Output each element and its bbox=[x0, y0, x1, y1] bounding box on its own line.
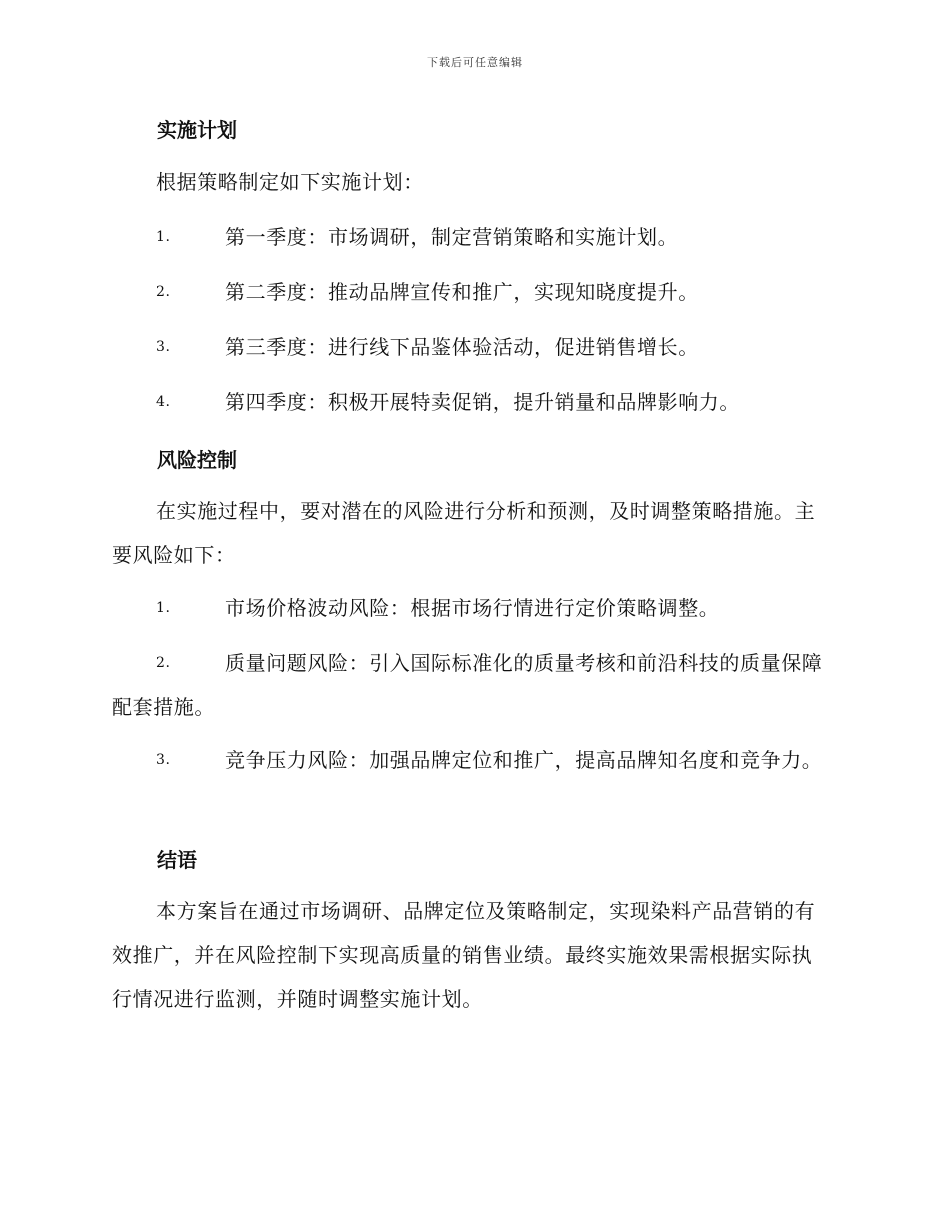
risk-item-3 bbox=[112, 738, 832, 782]
list-text: 第三季度：进行线下品鉴体验活动，促进销售增长。 bbox=[225, 335, 699, 359]
list-text: 第二季度：推动品牌宣传和推广，实现知晓度提升。 bbox=[225, 280, 699, 304]
header-note: 下载后可任意编辑 bbox=[427, 56, 523, 69]
list-number: 3. bbox=[156, 339, 171, 355]
conclusion-body: 本方案旨在通过市场调研、品牌定位及策略制定，实现染料产品营销的有效推广，并在风险控制下实现高质量的销售业绩。最终实施效果需根据实际执行情况进行监测，并随时调整实施计划。 bbox=[112, 899, 816, 1011]
list-number: 4. bbox=[156, 394, 171, 410]
list-text: 市场价格波动风险：根据市场行情进行定价策略调整。 bbox=[225, 596, 720, 620]
section-title-conclusion: 结语 bbox=[157, 848, 197, 872]
list-number: 2. bbox=[156, 655, 171, 671]
section-title-plan: 实施计划 bbox=[157, 118, 237, 142]
plan-item-3 bbox=[112, 325, 832, 369]
list-number: 3. bbox=[156, 752, 171, 768]
list-text: 竞争压力风险：加强品牌定位和推广，提高品牌知名度和竞争力。 bbox=[225, 748, 823, 772]
risk-intro: 在实施过程中，要对潜在的风险进行分析和预测，及时调整策略措施。主要风险如下： bbox=[112, 499, 816, 567]
list-text: 第四季度：积极开展特卖促销，提升销量和品牌影响力。 bbox=[225, 390, 740, 414]
list-number: 2. bbox=[156, 284, 171, 300]
plan-item-2 bbox=[112, 270, 832, 314]
list-text: 第一季度：市场调研，制定营销策略和实施计划。 bbox=[225, 225, 679, 249]
section-title-risk: 风险控制 bbox=[157, 448, 237, 472]
risk-item-1 bbox=[112, 586, 832, 630]
plan-item-4 bbox=[112, 380, 832, 424]
list-number: 1. bbox=[156, 229, 171, 245]
plan-item-1 bbox=[112, 215, 832, 259]
plan-intro: 根据策略制定如下实施计划： bbox=[156, 170, 424, 194]
list-number: 1. bbox=[156, 600, 171, 616]
list-text: 质量问题风险：引入国际标准化的质量考核和前沿科技的质量保障配套措施。 bbox=[112, 651, 823, 719]
risk-item-2 bbox=[112, 641, 832, 729]
